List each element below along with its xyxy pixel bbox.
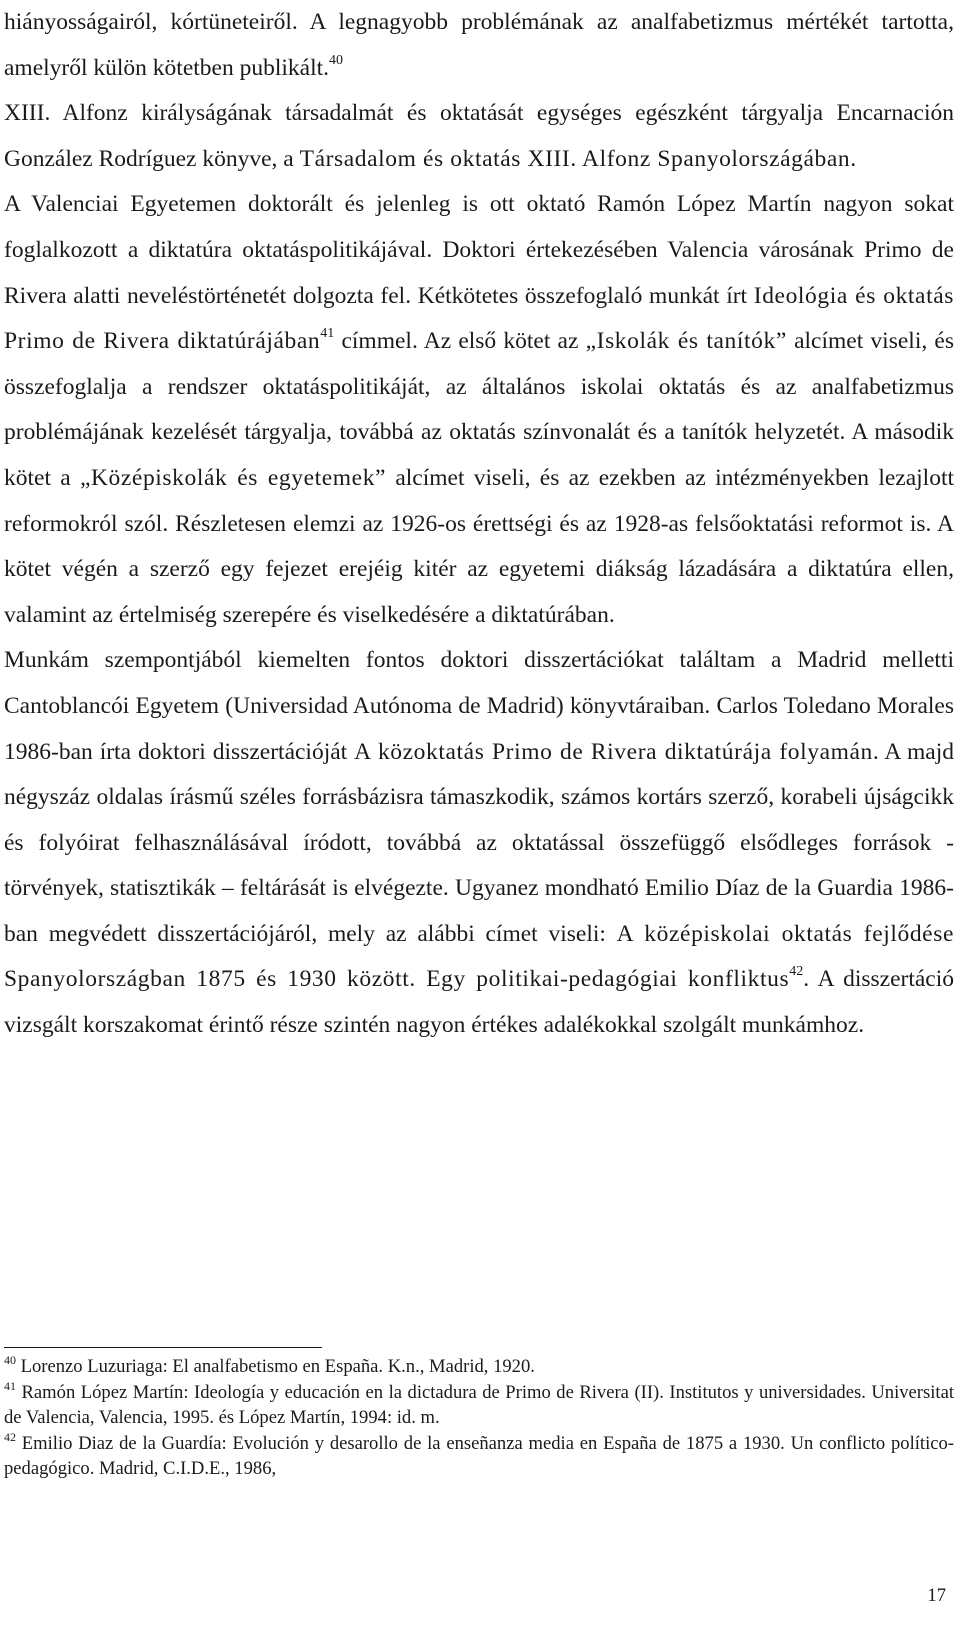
volume-subtitle: „Iskolák és tanítók” [585, 328, 787, 355]
paragraph-text: . A majd négyszáz oldalas írásmű széles forrásbázisra támaszkodik, számos kortárs szerző, korabeli újságcikk és folyóirat felhasználásával íródott, továbbá az oktatással összefüggő elsődleges források - törvények, statisztikák – feltárását is elvégezte. Ugyanez mondható Emilio Díaz de la Guardia 1986-ban megvédett disszertációjáról, mely az alábbi címet viseli: [4, 738, 954, 947]
volume-subtitle: „Középiskolák és egyetemek” [79, 464, 387, 491]
paragraph-text: XIII. Alfonz királyságának társadalmát és oktatását egységes egészként tárgyalja Encarnación González Rodríguez könyve, a [4, 100, 954, 172]
paragraph-1 [4, 0, 954, 91]
footnote-number: 41 [4, 1379, 16, 1393]
footnote-reference-40: 40 [329, 52, 344, 68]
footnote-text: Ramón López Martín: Ideología y educación en la dictadura de Primo de Rivera (II). Institutos y universidades. Universitat de Valencia, Valencia, 1995. és López Martín, 1994: id. m. [4, 1382, 954, 1428]
dissertation-title: A közoktatás Primo de Rivera diktatúrája folyamán [354, 738, 873, 765]
paragraph-text: . [850, 145, 857, 172]
paragraph-text: alcímet viseli, és az ezekben az intézményekben lezajlott reformokról szól. Részletesen elemzi az 1926-os érettségi és az 1928-as felsőoktatási reformot is. A kötet végén a szerző egy fejezet erejéig kitér az egyetemi diákság lázadására a diktatúra ellen, valamint az értelmiség szerepére és viselkedésére a diktatúrában. [4, 464, 954, 628]
footnote-40 [4, 1354, 954, 1379]
paragraph-2 [4, 91, 954, 182]
paragraph-4 [4, 638, 954, 1048]
paragraph-3 [4, 182, 954, 638]
footnote-number: 40 [4, 1353, 16, 1367]
body-text [4, 0, 954, 1049]
footnote-text: Lorenzo Luzuriaga: El analfabetismo en España. K.n., Madrid, 1920. [16, 1356, 535, 1377]
paragraph-text: Munkám szempontjából kiemelten fontos doktori disszertációkat találtam a Madrid melletti Cantoblancói Egyetem (Universidad Autónoma de Madrid) könyvtáraiban. Carlos Toledano Morales 1986-ban írta doktori disszertációját [4, 647, 954, 765]
footnote-separator [4, 1347, 322, 1348]
dissertation-title: A középiskolai oktatás fejlődése Spanyolországban 1875 és 1930 között. Egy politikai-pedagógiai konfliktus [4, 920, 954, 993]
footnote-reference-42: 42 [789, 964, 804, 980]
paragraph-text: címmel. Az első kötet az [334, 328, 586, 355]
book-title: Társadalom és oktatás XIII. Alfonz Spanyolországában [299, 145, 851, 172]
footnotes [4, 1354, 954, 1482]
footnote-42 [4, 1431, 954, 1481]
footnote-41 [4, 1380, 954, 1430]
paragraph-text: . A disszertáció vizsgált korszakomat érintő része szintén nagyon értékes adalékokkal szolgált munkámhoz. [4, 966, 954, 1039]
paragraph-text: A Valenciai Egyetemen doktorált és jelenleg is ott oktató Ramón López Martín nagyon sokat foglalkozott a diktatúra oktatáspolitikájával. Doktori értekezésében Valencia városának Primo de Rivera alatti neveléstörténetét dolgozta fel. Kétkötetes összefoglaló munkát írt [4, 191, 954, 309]
footnote-number: 42 [4, 1430, 16, 1444]
paragraph-text: hiányosságairól, kórtüneteiről. A legnagyobb problémának az analfabetizmus mértékét tartotta, amelyről külön kötetben publikált. [4, 9, 954, 81]
page-number: 17 [927, 1585, 946, 1606]
book-title: Ideológia és oktatás Primo de Rivera diktatúrájában [4, 282, 954, 355]
footnote-reference-41: 41 [320, 326, 335, 342]
paragraph-text: alcímet viseli, és összefoglalja a rendszer oktatáspolitikáját, az általános iskolai oktatás és az analfabetizmus problémájának kezelését tárgyalja, továbbá az oktatás színvonalát és a tanítók helyzetét. A második kötet a [4, 328, 954, 491]
footnote-text: Emilio Diaz de la Guardía: Evolución y desarollo de la enseñanza media en España de 1875 a 1930. Un conflicto político-pedagógico. Madrid, C.I.D.E., 1986, [4, 1433, 954, 1479]
